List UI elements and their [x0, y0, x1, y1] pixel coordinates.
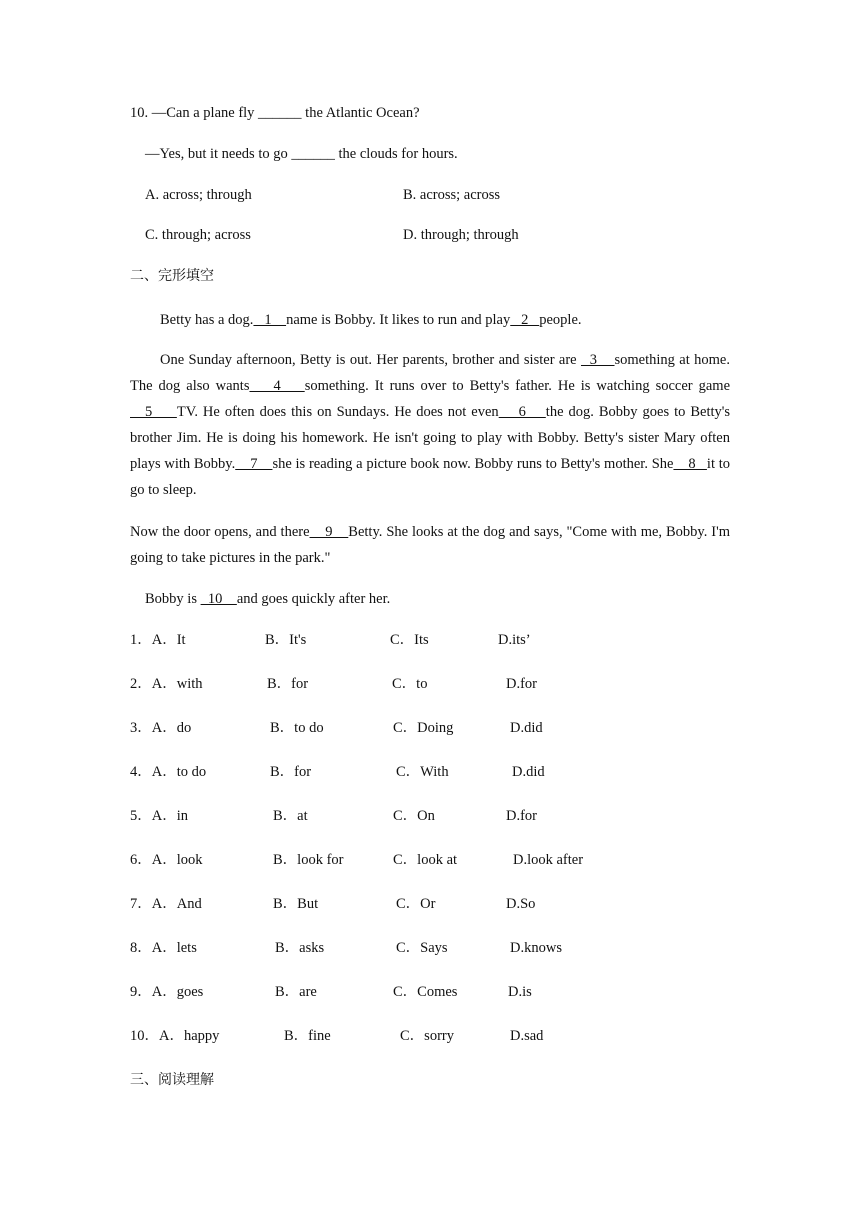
blank-5: 5	[130, 404, 177, 420]
text-run: the dog. Bobby goes to Betty's brother Jim. He is doing his homework. He isn't going to play with Bobby. Betty's sister Mary often plays with Bobby.	[130, 404, 731, 472]
text-run: TV. He often does this on Sundays. He does not even	[176, 404, 499, 420]
option-1-d: D.its’	[498, 632, 531, 648]
section-heading-cloze: 二、完形填空	[130, 268, 214, 284]
option-4-a: 4．A．to do	[130, 764, 207, 780]
blank-10: 10	[200, 591, 237, 607]
text-run: name is Bobby. It likes to run and play	[286, 312, 511, 328]
blank-9: 9	[309, 524, 349, 540]
option-5-d: D.for	[506, 808, 538, 824]
option-5-c: C．On	[393, 808, 435, 824]
text-run: and goes quickly after her.	[236, 591, 391, 607]
option-4-c: C．With	[396, 764, 449, 780]
option-1-c: C．Its	[390, 632, 429, 648]
option-10-d: D.sad	[510, 1028, 544, 1044]
option-7-a: 7．A．And	[130, 896, 202, 912]
section-heading-reading: 三、阅读理解	[130, 1072, 214, 1088]
option-5-a: 5．A．in	[130, 808, 188, 824]
option-9-c: C．Comes	[393, 984, 458, 1000]
q10-question: 10. —Can a plane fly ______ the Atlantic Ocean?	[130, 105, 420, 121]
option-9-d: D.is	[508, 984, 532, 1000]
option-3-d: D.did	[510, 720, 543, 736]
q10-option-a: A. across; through	[145, 187, 252, 203]
blank-8: 8	[673, 456, 707, 472]
option-8-d: D.knows	[510, 940, 562, 956]
q10-answer-line: —Yes, but it needs to go ______ the clouds for hours.	[145, 146, 458, 162]
option-1-a: 1．A．It	[130, 632, 186, 648]
option-2-c: C．to	[392, 676, 428, 692]
option-4-d: D.did	[512, 764, 545, 780]
q10-option-b: B. across; across	[403, 187, 501, 203]
q10-option-d: D. through; through	[403, 227, 519, 243]
option-9-b: B．are	[275, 984, 317, 1000]
option-8-a: 8．A．lets	[130, 940, 197, 956]
option-1-b: B．It's	[265, 632, 307, 648]
text-run: Bobby is	[145, 591, 201, 607]
text-run: something. It runs over to Betty's father. He is watching soccer game	[304, 378, 731, 394]
option-6-c: C．look at	[393, 852, 458, 868]
option-6-a: 6．A．look	[130, 852, 203, 868]
option-7-c: C．Or	[396, 896, 436, 912]
text-run: Now the door opens, and there	[130, 524, 310, 540]
text-run: One Sunday afternoon, Betty is out. Her parents, brother and sister are	[160, 352, 581, 368]
cloze-paragraph-3	[130, 519, 730, 571]
blank-3: 3	[580, 352, 615, 368]
cloze-paragraph-2	[130, 347, 730, 503]
option-4-b: B．for	[270, 764, 312, 780]
option-8-c: C．Says	[396, 940, 448, 956]
option-5-b: B．at	[273, 808, 308, 824]
option-2-b: B．for	[267, 676, 309, 692]
option-3-c: C．Doing	[393, 720, 454, 736]
option-3-b: B．to do	[270, 720, 324, 736]
option-6-d: D.look after	[513, 852, 584, 868]
text-run: Betty. She looks at the dog and says, "Come with me, Bobby. I'm going to take pictures in the park."	[130, 524, 731, 566]
text-run: something at home. The dog also wants	[130, 352, 730, 394]
q10-option-c: C. through; across	[145, 227, 251, 243]
option-10-b: B．fine	[284, 1028, 331, 1044]
blank-7: 7	[235, 456, 273, 472]
option-2-d: D.for	[506, 676, 538, 692]
option-6-b: B．look for	[273, 852, 344, 868]
option-2-a: 2．A．with	[130, 676, 203, 692]
option-7-b: B．But	[273, 896, 319, 912]
blank-4: 4	[249, 378, 305, 394]
option-8-b: B．asks	[275, 940, 325, 956]
option-9-a: 9．A．goes	[130, 984, 204, 1000]
cloze-paragraph-1	[130, 307, 730, 333]
cloze-paragraph-4	[145, 589, 390, 609]
option-10-c: C．sorry	[400, 1028, 454, 1044]
text-run: she is reading a picture book now. Bobby runs to Betty's mother. She	[272, 456, 674, 472]
blank-2: 2	[510, 312, 540, 328]
text-run: Betty has a dog.	[160, 312, 254, 328]
option-7-d: D.So	[506, 896, 536, 912]
option-10-a: 10．A．happy	[130, 1028, 220, 1044]
text-run: people.	[539, 312, 582, 328]
text-run: it to go to sleep.	[130, 456, 731, 498]
option-3-a: 3．A．do	[130, 720, 192, 736]
blank-1: 1	[253, 312, 287, 328]
blank-6: 6	[498, 404, 546, 420]
